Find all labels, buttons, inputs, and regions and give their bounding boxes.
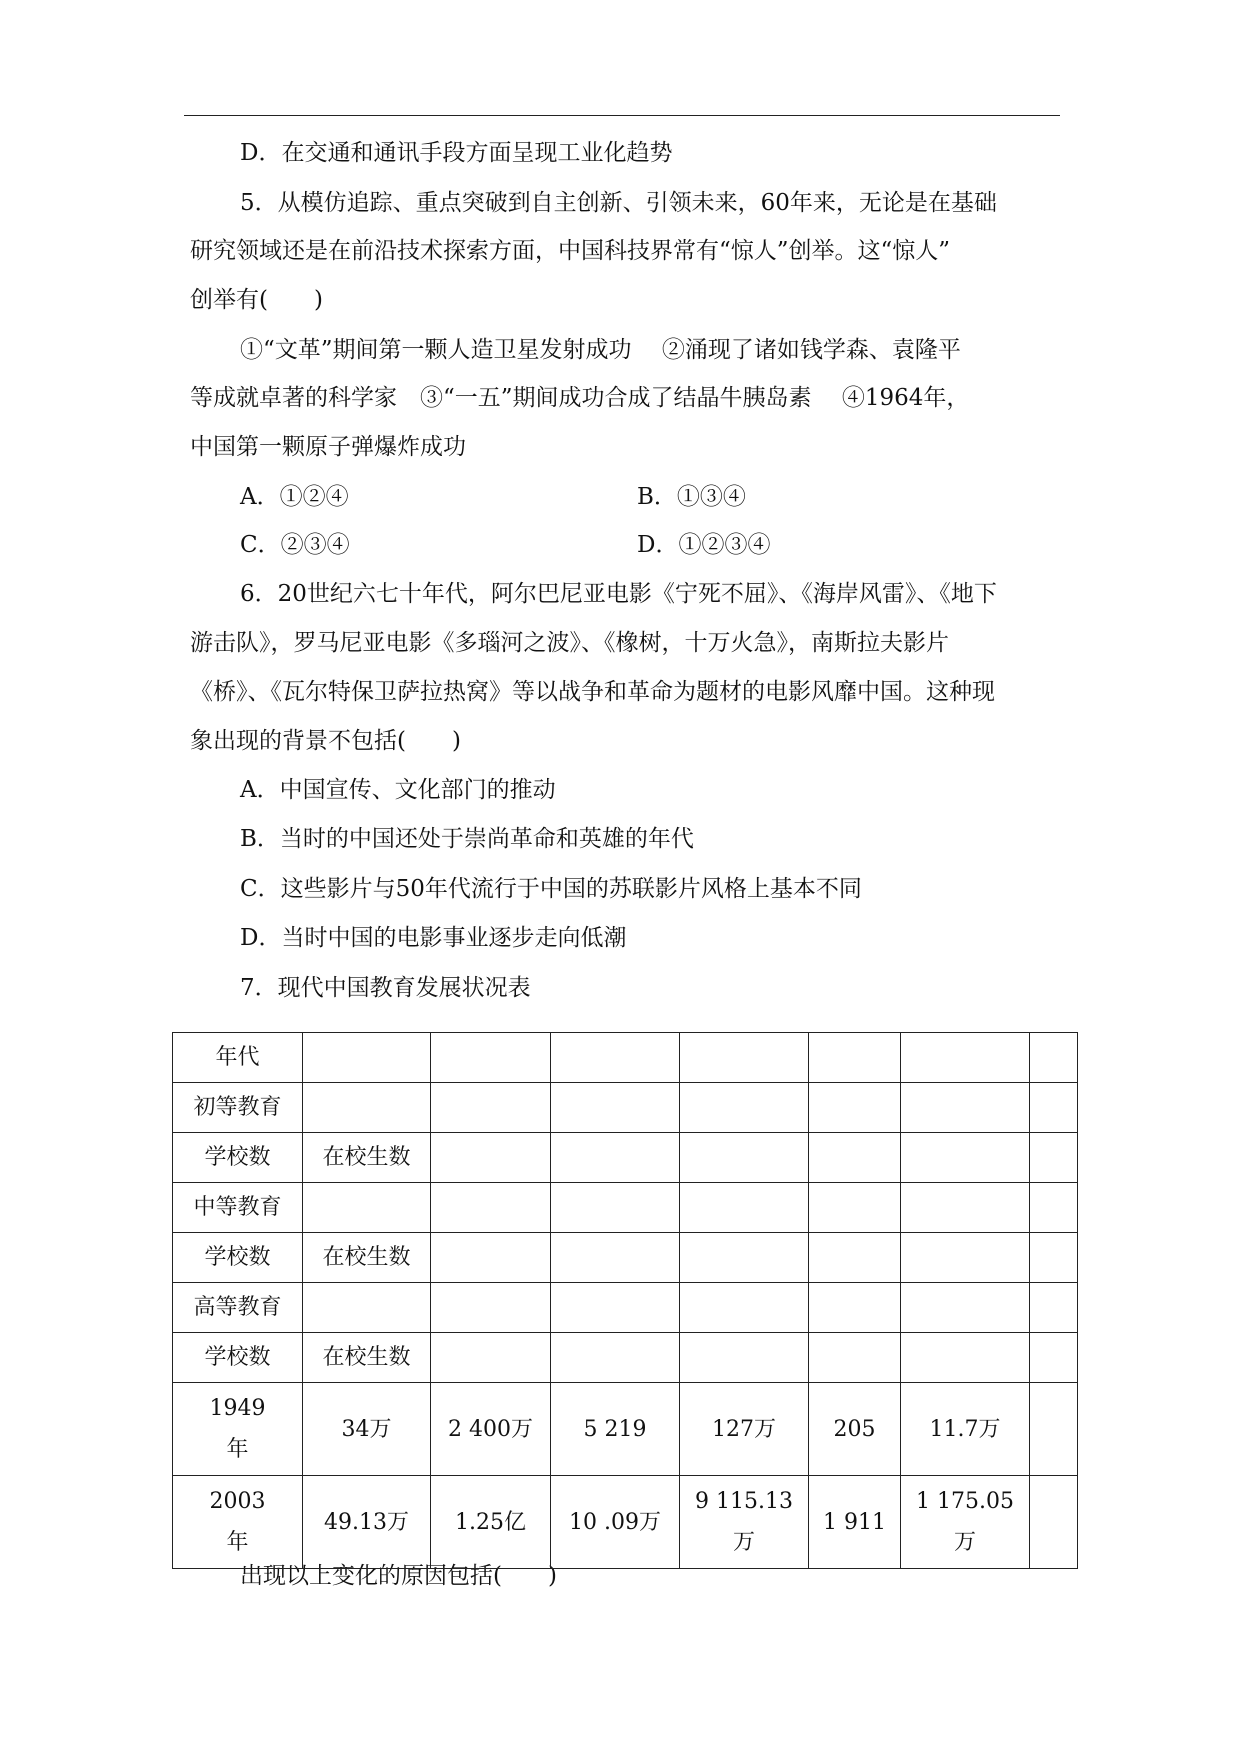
text-line: A．中国宣传、文化部门的推动: [240, 777, 556, 803]
table-cell: [901, 1133, 1030, 1183]
text-line: 中国第一颗原子弹爆炸成功: [190, 434, 466, 460]
table-cell: 2 400万: [431, 1383, 551, 1476]
table-cell: [431, 1283, 551, 1333]
table-cell: 205: [809, 1383, 901, 1476]
table-row: [173, 1233, 1078, 1283]
table-cell: 1 911: [809, 1476, 901, 1569]
table-cell: 初等教育: [173, 1083, 303, 1133]
table-cell: 高等教育: [173, 1283, 303, 1333]
table-cell: [901, 1333, 1030, 1383]
text-line: 象出现的背景不包括( ): [190, 728, 461, 754]
text-line: 5．从模仿追踪、重点突破到自主创新、引领未来，60年来，无论是在基础: [240, 190, 997, 216]
table-cell: [303, 1033, 431, 1083]
table-cell: [680, 1033, 809, 1083]
header-rule: [184, 115, 1060, 116]
text-line: 《桥》、《瓦尔特保卫萨拉热窝》等以战争和革命为题材的电影风靡中国。这种现: [190, 679, 995, 705]
table-cell: [680, 1133, 809, 1183]
text-line: D．当时中国的电影事业逐步走向低潮: [240, 925, 627, 951]
table-row: [173, 1133, 1078, 1183]
table-cell: 在校生数: [303, 1333, 431, 1383]
text-line: D．在交通和通讯手段方面呈现工业化趋势: [240, 140, 673, 166]
table-cell: [809, 1183, 901, 1233]
education-table: [172, 1032, 1078, 1569]
table-cell: 1 175.05 万: [901, 1476, 1030, 1569]
table-cell: 5 219: [551, 1383, 680, 1476]
table-row: [173, 1333, 1078, 1383]
table-row: [173, 1083, 1078, 1133]
table-cell: [431, 1033, 551, 1083]
table-cell: [809, 1133, 901, 1183]
text-line: 等成就卓著的科学家 ③“一五”期间成功合成了结晶牛胰岛素 ④1964年，: [190, 385, 970, 411]
table-cell: [303, 1083, 431, 1133]
table-cell: [303, 1183, 431, 1233]
table-cell: 34万: [303, 1383, 431, 1476]
table-cell: [809, 1333, 901, 1383]
text-line: 创举有( ): [190, 287, 323, 313]
table-cell: [431, 1183, 551, 1233]
table-cell: 年代: [173, 1033, 303, 1083]
table-cell: [551, 1083, 680, 1133]
table-cell: 2003 年: [173, 1476, 303, 1569]
text-line: 研究领域还是在前沿技术探索方面，中国科技界常有“惊人”创举。这“惊人”: [190, 238, 951, 264]
table-cell: [901, 1183, 1030, 1233]
table-cell: [551, 1033, 680, 1083]
text-line: C．这些影片与50年代流行于中国的苏联影片风格上基本不同: [240, 876, 862, 902]
table-cell: [901, 1083, 1030, 1133]
table-row: [173, 1476, 1078, 1569]
table-cell: 1.25亿: [431, 1476, 551, 1569]
table-cell: 在校生数: [303, 1233, 431, 1283]
table-cell: [680, 1083, 809, 1133]
table-cell: [551, 1133, 680, 1183]
table-cell: [1030, 1383, 1078, 1476]
table-cell: [901, 1283, 1030, 1333]
table-cell: 学校数: [173, 1233, 303, 1283]
table-cell: [1030, 1033, 1078, 1083]
text-line: 6．20世纪六七十年代，阿尔巴尼亚电影《宁死不屈》、《海岸风雷》、《地下: [240, 581, 997, 607]
table-cell: [901, 1233, 1030, 1283]
table-cell: 学校数: [173, 1133, 303, 1183]
table-row: [173, 1383, 1078, 1476]
text-line: 出现以上变化的原因包括( ): [240, 1563, 557, 1589]
table-cell: [1030, 1183, 1078, 1233]
text-line: B．①③④: [637, 484, 746, 510]
table-cell: 中等教育: [173, 1183, 303, 1233]
table-cell: [809, 1033, 901, 1083]
text-line: B．当时的中国还处于崇尚革命和英雄的年代: [240, 826, 694, 852]
table-cell: [1030, 1233, 1078, 1283]
table-cell: [303, 1283, 431, 1333]
table-cell: [431, 1083, 551, 1133]
text-line: A．①②④: [240, 484, 349, 510]
table-cell: [901, 1033, 1030, 1083]
table-cell: [680, 1233, 809, 1283]
table-cell: [809, 1233, 901, 1283]
table-cell: [1030, 1333, 1078, 1383]
table-cell: [809, 1283, 901, 1333]
table-cell: 10 .09万: [551, 1476, 680, 1569]
table-row: [173, 1283, 1078, 1333]
table-cell: [431, 1133, 551, 1183]
table-cell: [680, 1283, 809, 1333]
text-line: 游击队》，罗马尼亚电影《多瑙河之波》、《橡树，十万火急》，南斯拉夫影片: [190, 630, 949, 656]
table-cell: [551, 1233, 680, 1283]
text-line: C．②③④: [240, 532, 350, 558]
table-cell: [680, 1183, 809, 1233]
text-line: ①“文革”期间第一颗人造卫星发射成功 ②涌现了诸如钱学森、袁隆平: [240, 337, 961, 363]
table-cell: [1030, 1083, 1078, 1133]
table-cell: [1030, 1476, 1078, 1569]
text-line: 7．现代中国教育发展状况表: [240, 975, 531, 1001]
table-cell: [431, 1233, 551, 1283]
table-cell: [431, 1333, 551, 1383]
text-line: D．①②③④: [637, 532, 771, 558]
table-cell: [1030, 1283, 1078, 1333]
table-cell: 1949 年: [173, 1383, 303, 1476]
table-cell: 127万: [680, 1383, 809, 1476]
table-cell: 11.7万: [901, 1383, 1030, 1476]
table-cell: 9 115.13 万: [680, 1476, 809, 1569]
table-cell: [551, 1283, 680, 1333]
table-row: [173, 1033, 1078, 1083]
table-cell: 在校生数: [303, 1133, 431, 1183]
table-row: [173, 1183, 1078, 1233]
table-cell: [551, 1183, 680, 1233]
table-cell: [680, 1333, 809, 1383]
table-cell: 49.13万: [303, 1476, 431, 1569]
table-cell: [1030, 1133, 1078, 1183]
table-cell: 学校数: [173, 1333, 303, 1383]
table-cell: [551, 1333, 680, 1383]
table-cell: [809, 1083, 901, 1133]
